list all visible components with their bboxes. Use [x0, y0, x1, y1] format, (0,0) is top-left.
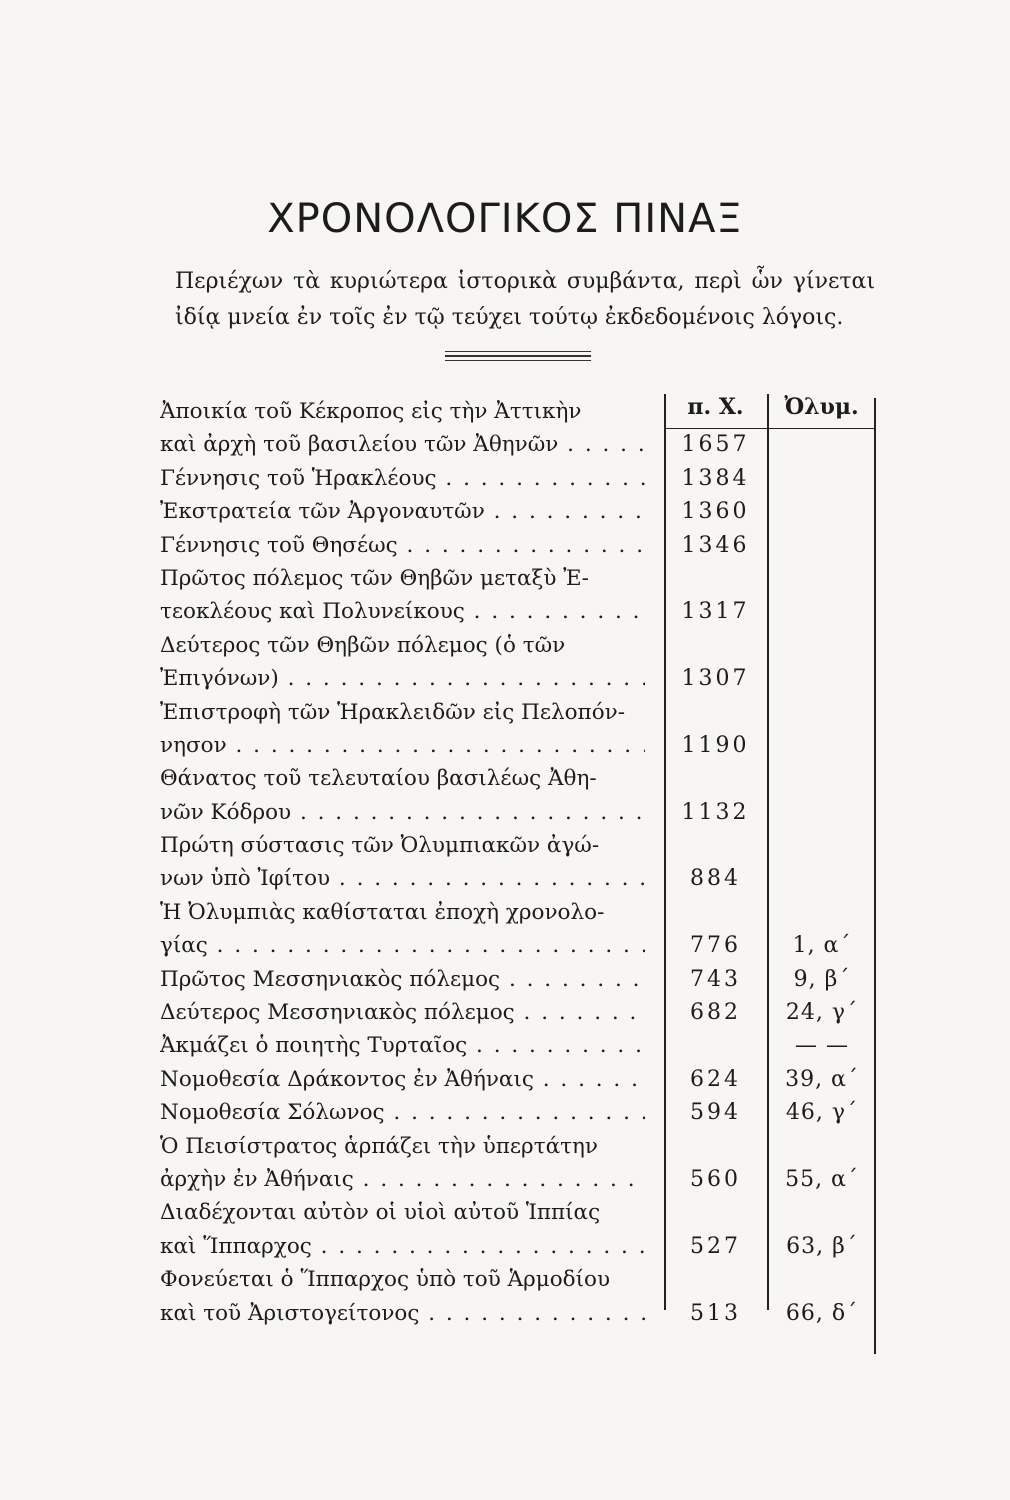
table-row-line	[160, 696, 880, 729]
table-row	[160, 1096, 880, 1129]
event-text: Ἀκμάζει ὁ ποιητὴς Τυρταῖος . . .	[160, 1029, 645, 1062]
year-bc: 743	[690, 966, 741, 992]
olympiad: 24, γ΄	[785, 1000, 859, 1026]
table-row-line	[160, 595, 880, 628]
table-row-line	[160, 495, 880, 528]
table-row	[160, 696, 880, 763]
event-text: ἀρχὴν ἐν Ἀθήναις . . .	[160, 1163, 645, 1196]
year-bc: 1346	[681, 532, 750, 558]
year-bc: 1384	[681, 465, 750, 491]
table-row-line	[160, 762, 880, 795]
year-bc: 682	[690, 1000, 741, 1026]
year-bc: 1132	[681, 799, 750, 825]
table-row-line	[160, 395, 880, 428]
event-text: Νομοθεσία Δράκοντος ἐν Ἀθήναις . . .	[160, 1063, 645, 1096]
event-text: Δεύτερος τῶν Θηβῶν πόλεμος (ὁ τῶν	[160, 632, 566, 658]
header-bc: π. Χ.	[687, 394, 744, 420]
event-text: καὶ τοῦ Ἀριστογείτονος . . .	[160, 1297, 645, 1330]
event-text: νῶν Κόδρου . . .	[160, 796, 645, 829]
year-bc: 776	[690, 933, 741, 959]
year-bc: 513	[690, 1300, 741, 1326]
table-row	[160, 529, 880, 562]
table-row	[160, 562, 880, 629]
table-row	[160, 762, 880, 829]
table-row-line	[160, 929, 880, 962]
table-row-line	[160, 1163, 880, 1196]
table-row-line	[160, 963, 880, 996]
event-text: καὶ Ἵππαρχος . . .	[160, 1230, 645, 1263]
year-bc: 1307	[681, 666, 750, 692]
event-text: Ἀποικία τοῦ Κέκροπος εἰς τὴν Ἀττικὴν	[160, 399, 582, 424]
table-row	[160, 963, 880, 996]
year-bc: 624	[690, 1066, 741, 1092]
table-row	[160, 896, 880, 963]
olympiad: 1, α΄	[792, 933, 852, 959]
table-row	[160, 629, 880, 696]
table-row-line	[160, 1297, 880, 1330]
table-row-line	[160, 1196, 880, 1229]
event-text: νων ὑπὸ Ἰφίτου . . .	[160, 862, 645, 895]
event-text: Νομοθεσία Σόλωνος . . .	[160, 1096, 645, 1129]
event-text: Ἐπιστροφὴ τῶν Ἡρακλειδῶν εἰς Πελοπόν-	[160, 699, 625, 725]
table-row	[160, 1196, 880, 1263]
table-row	[160, 462, 880, 495]
decorative-rule	[445, 351, 591, 361]
table-row-line	[160, 462, 880, 495]
year-bc: 527	[690, 1233, 741, 1259]
olympiad: 63, β΄	[786, 1233, 858, 1259]
table-row-line	[160, 1063, 880, 1096]
olympiad: — —	[795, 1033, 849, 1059]
year-bc: 560	[690, 1166, 741, 1192]
event-text: Πρώτη σύστασις τῶν Ὀλυμπιακῶν ἀγώ-	[160, 833, 600, 859]
table-row-line	[160, 996, 880, 1029]
table-row-line	[160, 529, 880, 562]
table-row-line	[160, 829, 880, 862]
table-row-line	[160, 796, 880, 829]
page-subtitle: Περιέχων τὰ κυριώτερα ἱστορικὰ συμβάντα, περὶ ὧν γίνεται ἰδίᾳ μνεία ἐν τοῖς ἐν τῷ τεύχει τούτῳ ἐκδεδομένοις λόγοις.	[175, 269, 875, 330]
table-row-line	[160, 896, 880, 929]
olympiad: 9, β΄	[793, 966, 851, 992]
year-bc: 1190	[681, 732, 750, 758]
table-row	[160, 395, 880, 462]
year-bc: 1657	[681, 432, 750, 458]
table-row	[160, 1029, 880, 1062]
olympiad: 39, α΄	[785, 1066, 859, 1092]
event-text: Θάνατος τοῦ τελευταίου βασιλέως Ἀθη-	[160, 766, 597, 792]
event-text: Ὁ Πεισίστρατος ἁρπάζει τὴν ὑπερτάτην	[160, 1133, 598, 1159]
olympiad: 55, α΄	[785, 1166, 859, 1192]
event-text: καὶ ἀρχὴ τοῦ βασιλείου τῶν Ἀθηνῶν . . .	[160, 428, 645, 461]
event-text: Ἐπιγόνων) . . .	[160, 662, 645, 695]
table-row	[160, 829, 880, 896]
event-text: Φονεύεται ὁ Ἵππαρχος ὑπὸ τοῦ Ἁρμοδίου	[160, 1267, 611, 1293]
year-bc: 884	[690, 866, 741, 892]
event-text: τεοκλέους καὶ Πολυνείκους . . .	[160, 595, 645, 628]
table-row	[160, 996, 880, 1029]
year-bc: 1360	[681, 499, 750, 525]
table-row-line	[160, 862, 880, 895]
table-row-line	[160, 1130, 880, 1163]
event-text: νησον . . .	[160, 729, 645, 762]
table-row-line	[160, 1096, 880, 1129]
event-text: Διαδέχονται αὐτὸν οἱ υἱοὶ αὐτοῦ Ἱππίας	[160, 1200, 601, 1226]
event-text: γίας . . .	[160, 929, 645, 962]
olympiad: 46, γ΄	[785, 1100, 859, 1126]
header-olympiad: Ὀλυμ.	[784, 394, 859, 420]
table-row-line	[160, 428, 880, 461]
event-text: Πρῶτος Μεσσηνιακὸς πόλεμος . . .	[160, 963, 645, 996]
table-row-line	[160, 1029, 880, 1062]
table-row	[160, 1063, 880, 1096]
page-title: ΧΡΟΝΟΛΟΓΙΚΟΣ ΠΙΝΑΞ	[267, 196, 743, 242]
event-text: Γέννησις τοῦ Θησέως . . .	[160, 529, 645, 562]
table-row-line	[160, 662, 880, 695]
year-bc: 594	[690, 1100, 741, 1126]
table-row	[160, 1130, 880, 1197]
event-text: Ἐκστρατεία τῶν Ἀργοναυτῶν . . .	[160, 495, 645, 528]
table-row-line	[160, 1230, 880, 1263]
event-text: Δεύτερος Μεσσηνιακὸς πόλεμος . . .	[160, 996, 645, 1029]
table-row-line	[160, 1263, 880, 1296]
year-bc: 1317	[681, 599, 750, 625]
table-row-line	[160, 562, 880, 595]
chronology-table	[160, 395, 880, 1330]
event-text: Πρῶτος πόλεμος τῶν Θηβῶν μεταξὺ Ἐ-	[160, 565, 589, 591]
table-row-line	[160, 729, 880, 762]
event-text: Γέννησις τοῦ Ἡρακλέους . . .	[160, 462, 645, 495]
event-text: Ἡ Ὀλυμπιὰς καθίσταται ἐποχὴ χρονολο-	[160, 899, 605, 925]
table-row-line	[160, 629, 880, 662]
table-row	[160, 1263, 880, 1330]
table-row	[160, 495, 880, 528]
olympiad: 66, δ΄	[785, 1300, 859, 1326]
